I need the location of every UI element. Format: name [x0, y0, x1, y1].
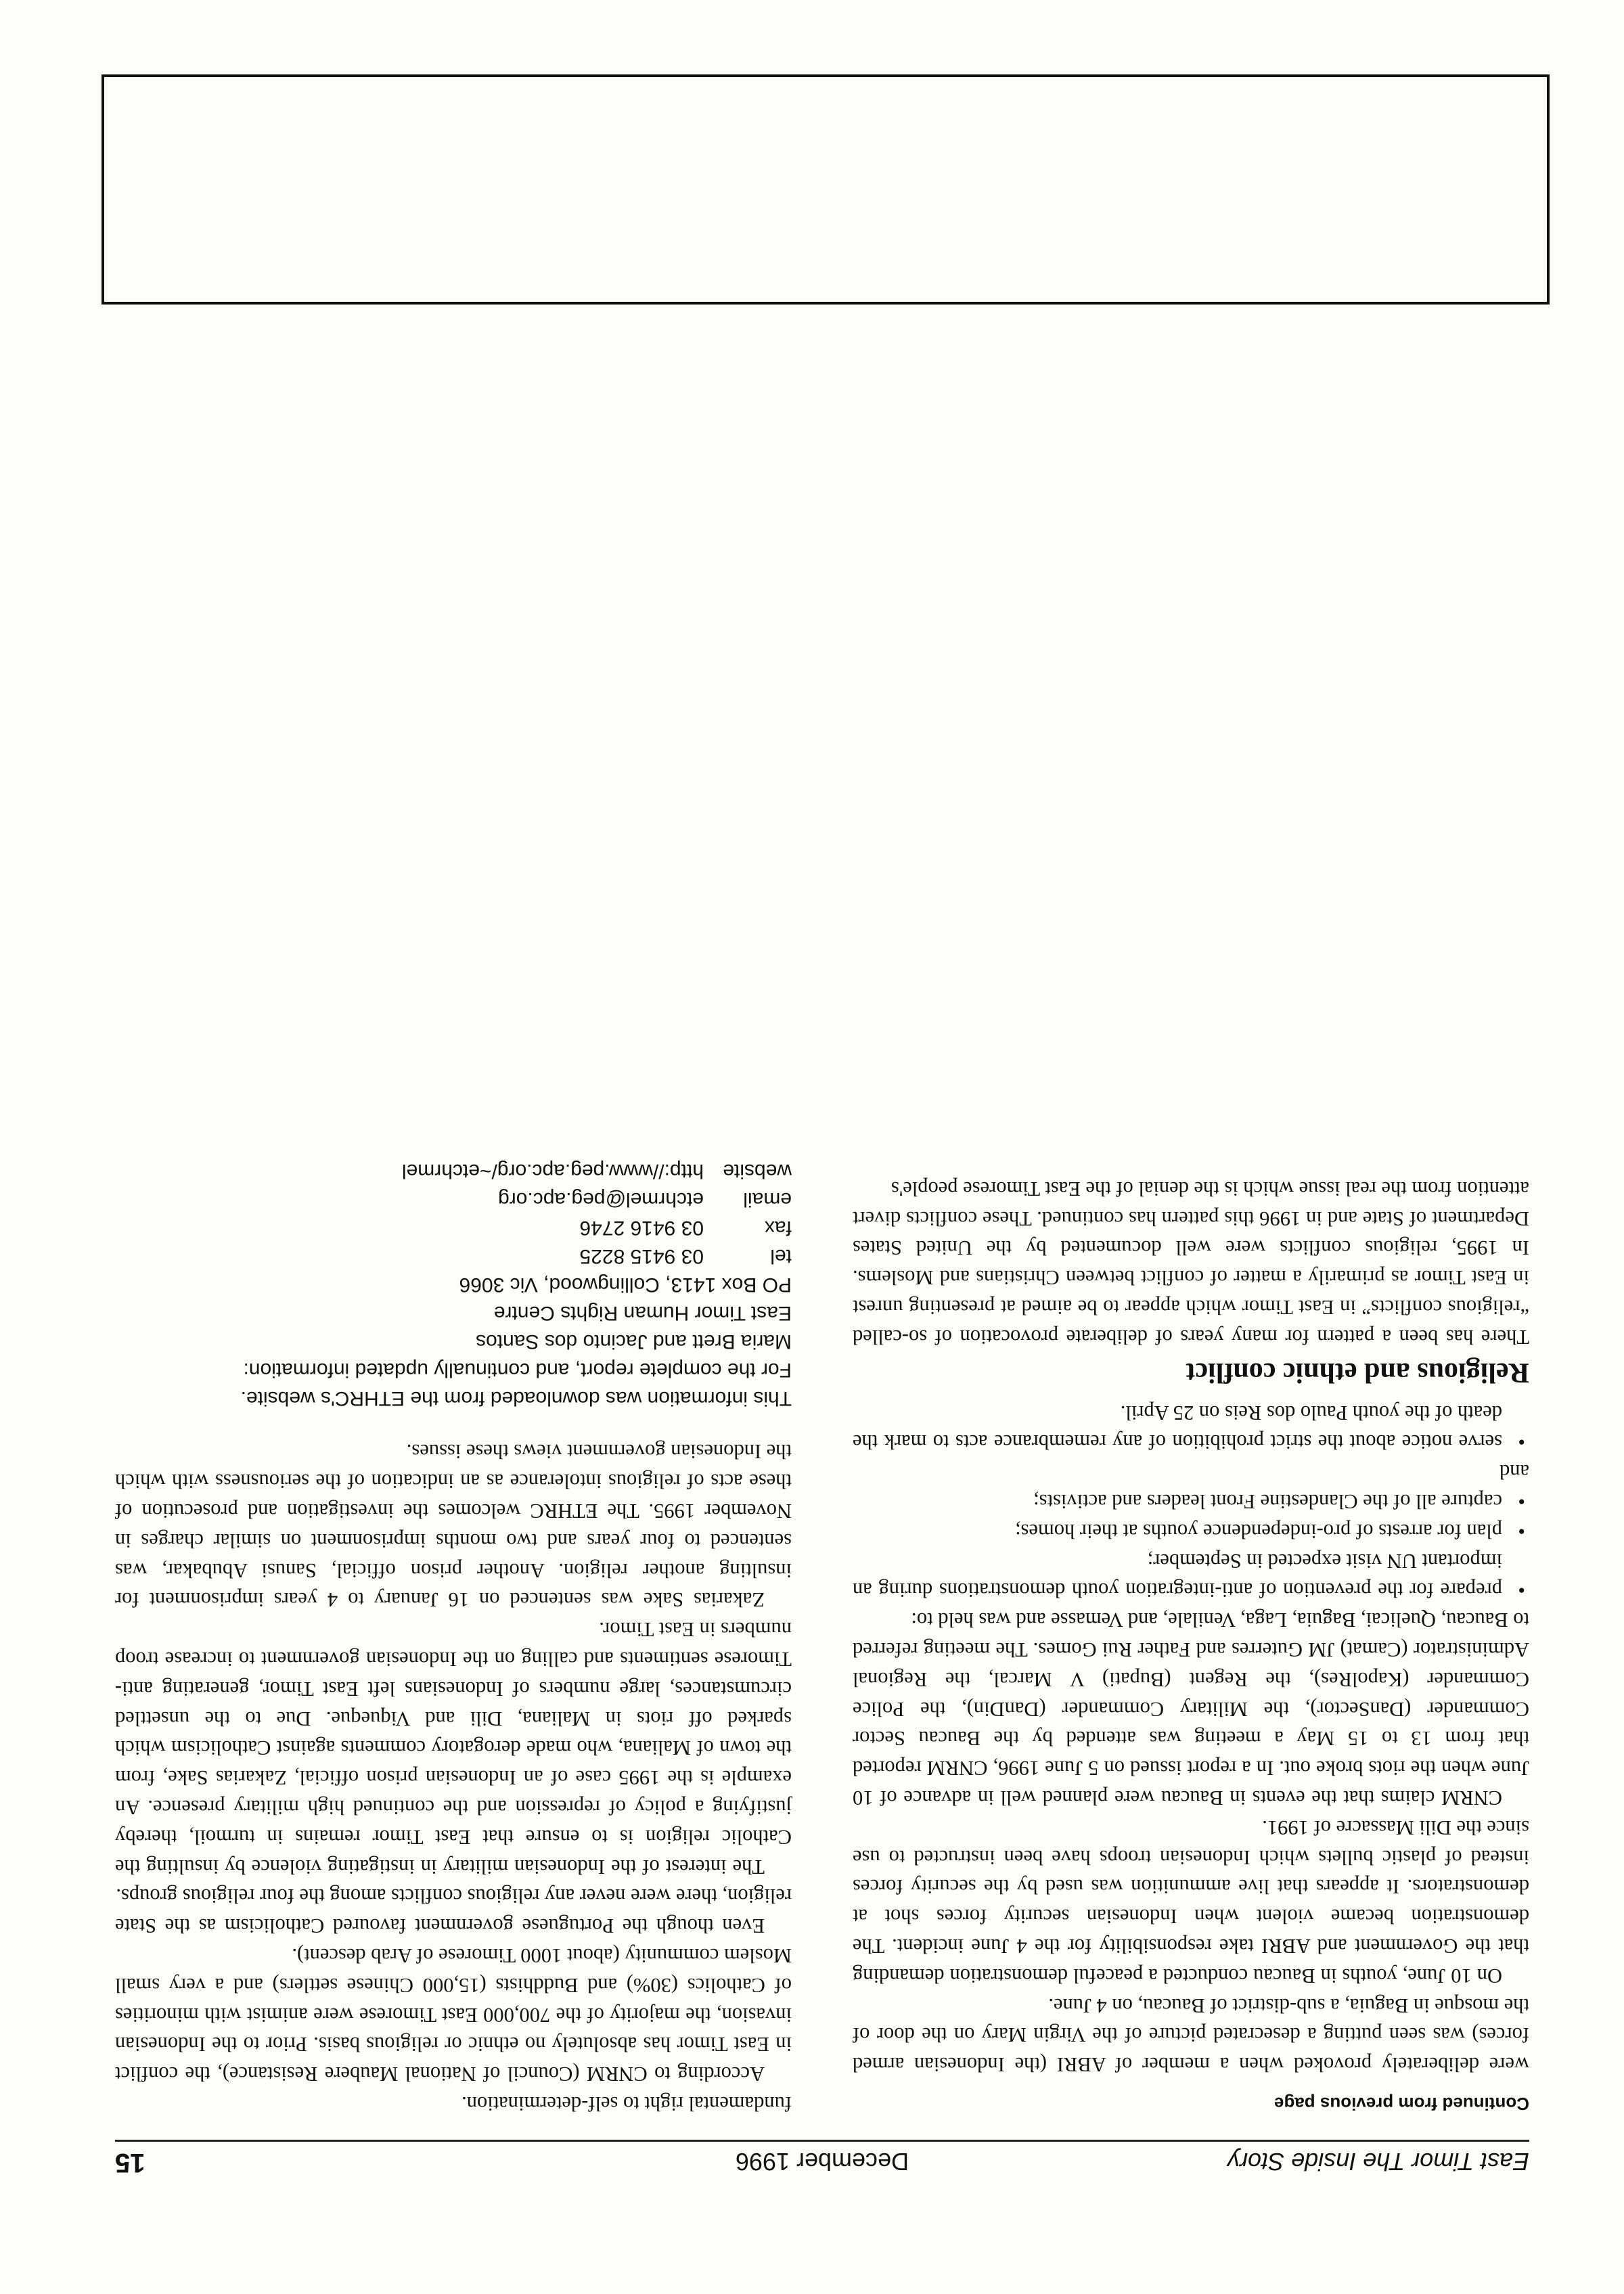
fax-value: 03 9416 2746 — [579, 1216, 704, 1239]
continued-label: Continued from previous page — [1273, 2094, 1529, 2114]
email-label: email — [743, 1188, 792, 1211]
section-heading: Religious and ethnic conflict — [1186, 1356, 1529, 1388]
website-note: This information was downloaded from the ETHRC's website. — [240, 1387, 792, 1410]
paragraph: were deliberately provoked when a member of ABRI (the Indonesian armed forces) was seen putting a desecrated picture of the Virgin Mary on the door of the mosque in Baguia, a sub-district of Baucau, on 4 June. — [853, 1994, 1529, 2077]
paragraph: There has been a pattern for many years of deliberate provocation of so-called “religious conflicts” in East Timor which appear to be aimed at presenting unrest in East Timor as primarily a matter of conflict between Christians and Moslems. In 1995, religious conflicts were well documented by the United States Department of State and in 1996 this pattern has continued. These conflicts divert attention from the real issue which is the denial of the East Timorese people's — [853, 1177, 1529, 1349]
issue-date: December 1996 — [735, 2148, 909, 2176]
paragraph: fundamental right to self-determination. — [461, 2092, 792, 2115]
website-label: website — [723, 1159, 792, 1182]
left-column — [853, 1173, 1529, 2118]
article-columns — [115, 345, 1529, 2118]
contact-address: PO Box 1413, Collingwood, Vic 3066 — [459, 1273, 792, 1296]
list-item: • capture all of the Clandestine Front leaders and activists; — [853, 1486, 1529, 1516]
paragraph: The interest of the Indonesian military in instigating violence by insulting the Catholic religion is to ensure that East Timor remains in turmoil, thereby justifying a policy of repression and the continued high military presence. An example is the 1995 case of an Indonesian prison official, Zakarias Sake, from the town of Maliana, who made derogatory comments against Catholicism which sparked off riots in Maliana, Dili and Viqueque. Due to the unsettled circumstances, large numbers of Indonesians left East Timor, generating anti-Timorese sentiments and calling on the Indonesian government to increase troop numbers in East Timor. — [115, 1618, 792, 1879]
running-header — [115, 2140, 1529, 2176]
meeting-aims-list-end — [853, 1397, 1529, 1457]
tel-label: tel — [770, 1244, 792, 1267]
contact-details — [115, 1156, 792, 1270]
tel-value: 03 9415 8225 — [579, 1244, 704, 1267]
list-item: • plan for arrests of pro-independence youths at their homes; — [853, 1516, 1529, 1546]
meeting-aims-list — [853, 1486, 1529, 1604]
paragraph: Even though the Portuguese government favoured Catholicism as the State religion, there were never any religious conflicts among the four religious groups. — [115, 1885, 792, 1938]
list-conjunction: and — [1499, 1460, 1529, 1484]
website-note: For the complete report, and continually updated information: — [243, 1358, 792, 1381]
contact-names: Maria Brett and Jacinto dos Santos — [476, 1330, 792, 1353]
right-column — [115, 1156, 792, 2118]
publication-title: East Timor The Inside Story — [1227, 2148, 1529, 2176]
paragraph: Zakarias Sake was sentenced on 16 January to 4 years imprisonment for insulting another religion. Another prison official, Sanusi Abubakar, was sentenced to four years and two months imprisonment on similar charges in November 1995. The ETHRC welcomes the investigation and prosecution of these acts of religious intolerance as an indication of the seriousness with which the Indonesian government views these issues. — [115, 1440, 792, 1612]
paragraph: According to CNRM (Council of National Maubere Resistance), the conflict in East Timor has absolutely no ethnic or religious basis. Prior to the Indonesian invasion, the majority of the 700,000 East Timorese were animist with minorities of Catholics (30%) and Buddhists (15,000 Chinese settlers) and a very small Moslem community (about 1000 Timorese of Arab descent). — [115, 1944, 792, 2086]
source-note — [115, 1156, 792, 1412]
contact-org: East Timor Human Rights Centre — [493, 1301, 792, 1324]
list-item: • prepare for the prevention of anti-integration youth demonstrations during an important UN visit expected in September; — [853, 1546, 1529, 1605]
list-item: • serve notice about the strict prohibition of any remembrance acts to mark the death of the youth Paulo dos Reis on 25 April. — [853, 1397, 1529, 1457]
course-box — [102, 74, 1550, 305]
page-number: 15 — [115, 2148, 145, 2178]
paragraph: CNRM claims that the events in Baucau were planned well in advance of 10 June when the riots broke out. In a report issued on 5 June 1996, CNRM reported that from 13 to 15 May a meeting was attended by the Baucau Sector Commander (DanSector), the Military Commander (DanDin), the Police Commander (KapolRes), the Regent (Bupati) V Marcal, the Regional Administrator (Camat) JM Guterres and Father Rui Gomes. The meeting referred to Baucau, Quelicai, Baguia, Laga, Venilale, and Vemasse and was held to: — [853, 1609, 1529, 1810]
email-value: etchrmel@peg.apc.org — [498, 1188, 704, 1211]
fax-label: fax — [764, 1216, 792, 1239]
website-value: http://www.peg.apc.org/~etchrmel — [401, 1159, 704, 1182]
paragraph: On 10 June, youths in Baucau conducted a peaceful demonstration demanding that the Government and ABRI take responsibility for the 4 June incident. The demonstration became violent when Indonesian security forces shot at demonstrators. It appears that live ammunition was used by the security forces instead of plastic bullets which Indonesian troops have been instructed to use since the Dili Massacre of 1991. — [853, 1816, 1529, 1987]
